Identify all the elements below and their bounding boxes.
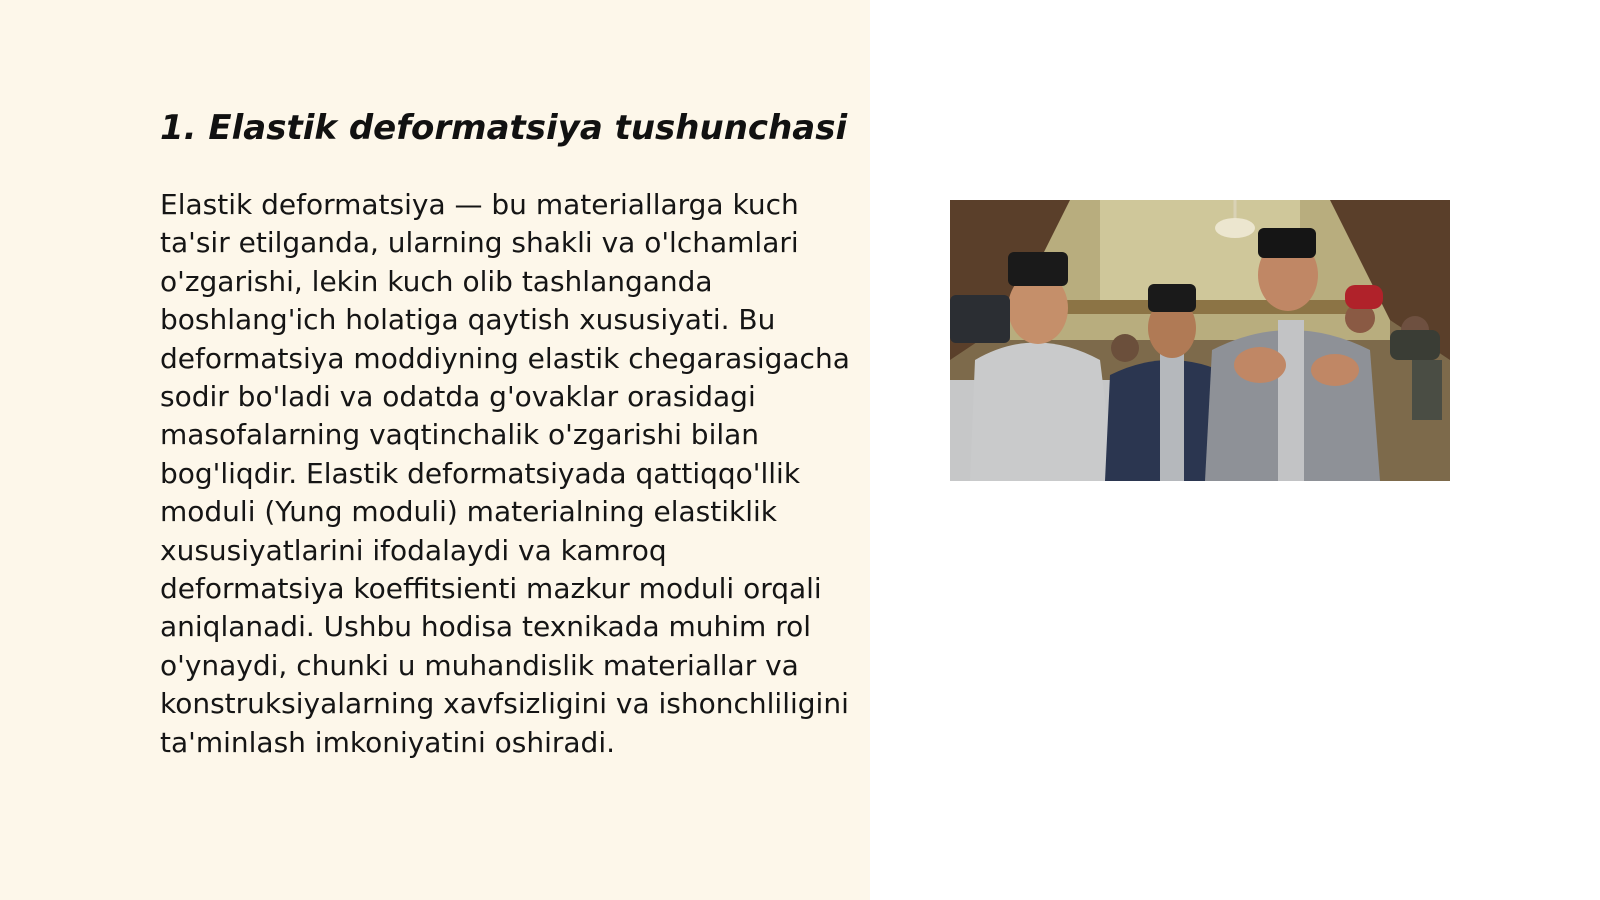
slide-body-text: Elastik deformatsiya — bu materiallarga kuch ta'sir etilganda, ularning shakli va o'lchamlari o'zgarishi, lekin kuch olib tashlanganda boshlang'ich holatiga qaytish xususiyati. Bu deformatsiya moddiyning elastik chegarasigacha sodir bo'ladi va odatda g'ovaklar orasidagi masofalarning vaqtinchalik o'zgarishi bilan bog'liqdir. Elastik deformatsiyada qattiqqo'llik moduli (Yung moduli) materialning elastiklik xususiyatlarini ifodalaydi va kamroq deformatsiya koeffitsienti mazkur moduli orqali aniqlanadi. Ushbu hodisa texnikada muhim rol o'ynaydi, chunki u muhandislik materiallar va konstruksiyalarning xavfsizligini va ishonchliligini ta'minlash imkoniyatini oshiradi.	[160, 188, 850, 759]
group-photo-illustration	[950, 200, 1450, 481]
group-photo	[950, 200, 1450, 481]
slide-title: 1. Elastik deformatsiya tushunchasi	[160, 108, 848, 148]
